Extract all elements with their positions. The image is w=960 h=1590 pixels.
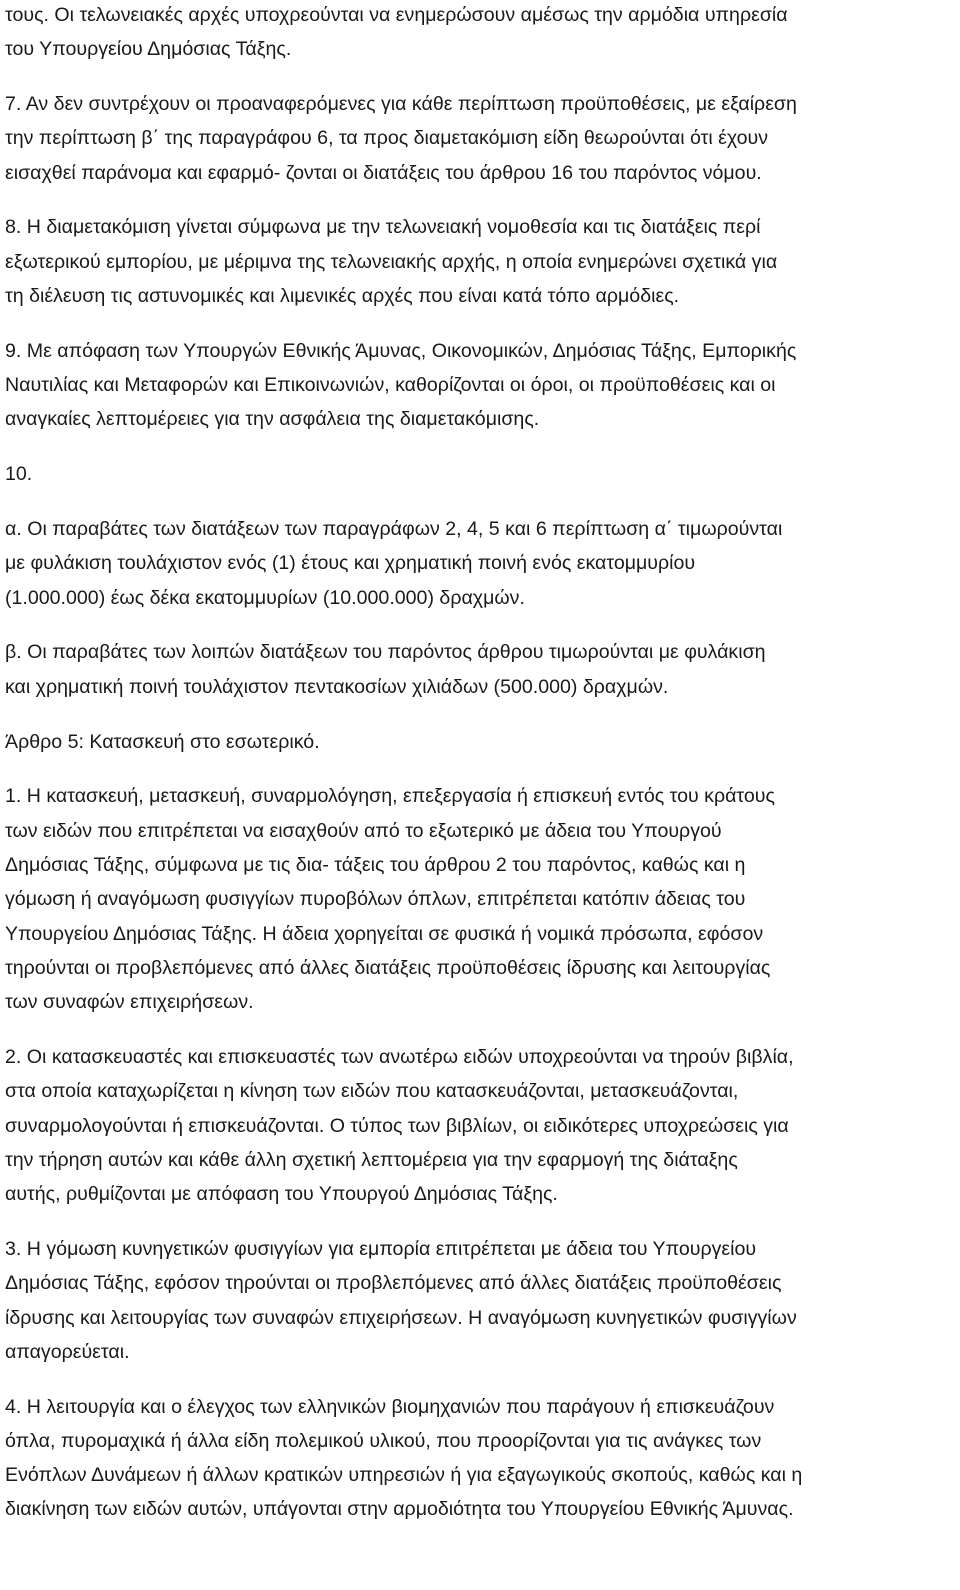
article-5-paragraph-2 <box>5 1040 948 1211</box>
text-line: β. Οι παραβάτες των λοιπών διατάξεων του παρόντος άρθρου τιμωρούνται με φυλάκιση <box>5 641 766 664</box>
paragraph-8 <box>5 210 948 313</box>
text-line: αναγκαίες λεπτομέρειες για την ασφάλεια της διαμετακόμισης. <box>5 408 540 431</box>
text-line: 10. <box>5 463 33 486</box>
text-line: και χρηματική ποινή τουλάχιστον πεντακοσίων χιλιάδων (500.000) δραχμών. <box>5 675 669 698</box>
text-line: 3. Η γόμωση κυνηγετικών φυσιγγίων για εμπορία επιτρέπεται με άδεια του Υπουργείου <box>5 1237 757 1260</box>
text-line: 9. Με απόφαση των Υπουργών Εθνικής Άμυνας, Οικονομικών, Δημόσιας Τάξης, Εμπορικής <box>5 339 797 362</box>
text-line: Δημόσιας Τάξης, εφόσον τηρούνται οι προβλεπόμενες από άλλες διατάξεις προϋποθέσεις <box>5 1272 782 1295</box>
text-line: (1.000.000) έως δέκα εκατομμυρίων (10.000.000) δραχμών. <box>5 586 525 609</box>
article-5-paragraph-4 <box>5 1390 948 1527</box>
text-line: α. Οι παραβάτες των διατάξεων των παραγράφων 2, 4, 5 και 6 περίπτωση α΄ τιμωρούνται <box>5 518 783 541</box>
text-line: όπλα, πυρομαχικά ή άλλα είδη πολεμικού υλικού, που προορίζονται για τις ανάγκες των <box>5 1429 762 1452</box>
article-5-title <box>5 725 948 759</box>
text-line: τη διέλευση τις αστυνομικές και λιμενικές αρχές που είναι κατά τόπο αρμόδιες. <box>5 285 680 308</box>
text-line: 2. Οι κατασκευαστές και επισκευαστές των ανωτέρω ειδών υποχρεούνται να τηρούν βιβλία, <box>5 1045 794 1068</box>
article-5-paragraph-3 <box>5 1232 948 1369</box>
text-line: συναρμολογούνται ή επισκευάζονται. Ο τύπος των βιβλίων, οι ειδικότερες υποχρεώσεις για <box>5 1114 789 1137</box>
text-line: εξωτερικού εμπορίου, με μέριμνα της τελωνειακής αρχής, η οποία ενημερώνει σχετικά για <box>5 250 778 273</box>
text-line: Ενόπλων Δυνάμεων ή άλλων κρατικών υπηρεσιών ή για εξαγωγικούς σκοπούς, καθώς και η <box>5 1464 803 1487</box>
text-line: Άρθρο 5: Κατασκευή στο εσωτερικό. <box>5 730 320 753</box>
text-line: των συναφών επιχειρήσεων. <box>5 991 254 1014</box>
paragraph-10-heading <box>5 457 948 491</box>
text-line: Ναυτιλίας και Μεταφορών και Επικοινωνιών, καθορίζονται οι όροι, οι προϋποθέσεις και οι <box>5 374 776 397</box>
text-line: με φυλάκιση τουλάχιστον ενός (1) έτους και χρηματική ποινή ενός εκατομμυρίου <box>5 552 696 575</box>
paragraph-7 <box>5 87 948 190</box>
text-line: Δημόσιας Τάξης, σύμφωνα με τις δια- τάξεις του άρθρου 2 του παρόντος, καθώς και η <box>5 853 746 876</box>
text-line: τηρούνται οι προβλεπόμενες από άλλες διατάξεις προϋποθέσεις ίδρυσης και λειτουργίας <box>5 956 771 979</box>
text-line: 8. Η διαμετακόμιση γίνεται σύμφωνα με την τελωνειακή νομοθεσία και τις διατάξεις περί <box>5 216 761 239</box>
text-line: ίδρυσης και λειτουργίας των συναφών επιχειρήσεων. Η αναγόμωση κυνηγετικών φυσιγγίων <box>5 1306 797 1329</box>
paragraph-10a <box>5 512 948 615</box>
text-line: γόμωση ή αναγόμωση φυσιγγίων πυροβόλων όπλων, επιτρέπεται κατόπιν άδειας του <box>5 888 746 911</box>
text-line: την περίπτωση β΄ της παραγράφου 6, τα προς διαμετακόμιση είδη θεωρούνται ότι έχουν <box>5 127 769 150</box>
text-line: 7. Αν δεν συντρέχουν οι προαναφερόμενες για κάθε περίπτωση προϋποθέσεις, με εξαίρεση <box>5 93 797 116</box>
text-line: Υπουργείου Δημόσιας Τάξης. Η άδεια χορηγείται σε φυσικά ή νομικά πρόσωπα, εφόσον <box>5 922 764 945</box>
paragraph-9 <box>5 334 948 437</box>
text-line: 4. Η λειτουργία και ο έλεγχος των ελληνικών βιομηχανιών που παράγουν ή επισκευάζουν <box>5 1395 775 1418</box>
text-line: εισαχθεί παράνομα και εφαρμό- ζονται οι διατάξεις του άρθρου 16 του παρόντος νόμου. <box>5 161 762 184</box>
text-line: 1. Η κατασκευή, μετασκευή, συναρμολόγηση, επεξεργασία ή επισκευή εντός του κράτους <box>5 785 775 808</box>
article-5-paragraph-1 <box>5 779 948 1019</box>
text-line: την τήρηση αυτών και κάθε άλλη σχετική λεπτομέρεια για την εφαρμογή της διάταξης <box>5 1148 738 1171</box>
text-line: στα οποία καταχωρίζεται η κίνηση των ειδών που κατασκευάζονται, μετασκευάζονται, <box>5 1080 739 1103</box>
text-line: απαγορεύεται. <box>5 1340 130 1363</box>
text-line: τους. Οι τελωνειακές αρχές υποχρεούνται να ενημερώσουν αμέσως την αρμόδια υπηρεσία <box>5 4 788 26</box>
text-line: αυτής, ρυθμίζονται με απόφαση του Υπουργού Δημόσιας Τάξης. <box>5 1183 558 1206</box>
text-line: διακίνηση των ειδών αυτών, υπάγονται στην αρμοδιότητα του Υπουργείου Εθνικής Άμυνας. <box>5 1498 794 1521</box>
text-line: του Υπουργείου Δημόσιας Τάξης. <box>5 38 292 61</box>
paragraph-10b <box>5 635 948 704</box>
text-line: των ειδών που επιτρέπεται να εισαχθούν από το εξωτερικό με άδεια του Υπουργού <box>5 819 722 842</box>
paragraph-6-end <box>5 0 948 67</box>
